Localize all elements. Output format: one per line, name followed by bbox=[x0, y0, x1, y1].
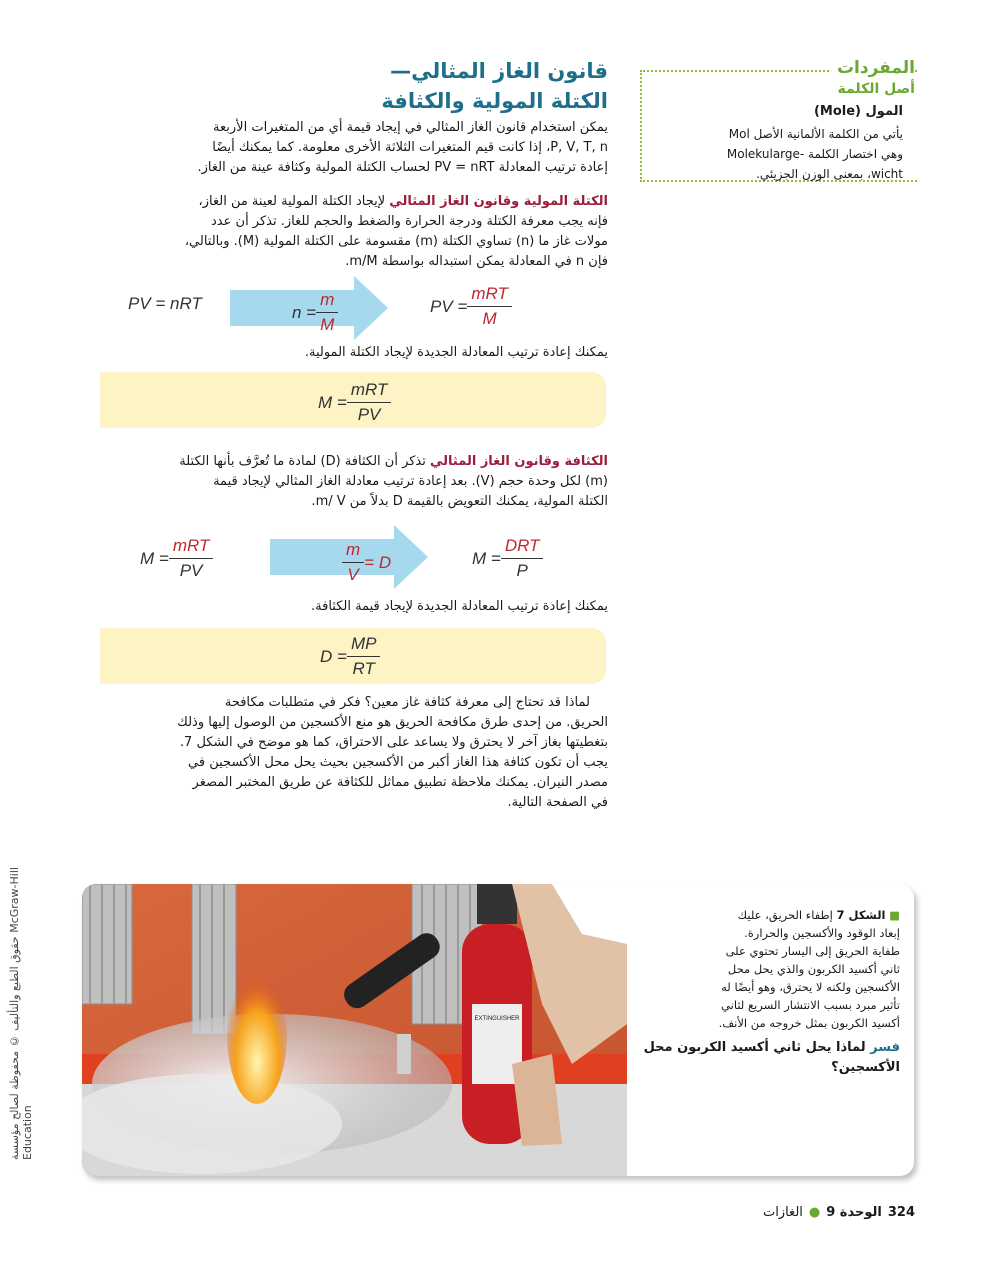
figure-frame bbox=[82, 884, 914, 1176]
figure-caption: ■ الشكل 7 إطفاء الحريق، عليك إبعاد الوقود والأكسجين والحرارة. طفاية الحريق إلى اليسار تحتوي على ثاني أكسيد الكربون والذي يحل محل الأكسجين ولكنه لا يحترق، وهو أيضًا له تأثير مبرد بسبب الانتشار السريع لثاني أكسيد الكربون بمثل خروجه من الأنف. فسر لماذا يحل ثاني أكسيد الكربون محل الأكسجين؟ bbox=[643, 908, 900, 1075]
vocab-definition: يأتي من الكلمة الألمانية الأصل Mol وهي اختصار الكلمة -Molekularge wicht، بمعنى الوزن الجزيئي. bbox=[726, 127, 903, 181]
equation-m-over-v-equals-d: $\frac{m}{V}$ = D bbox=[342, 540, 391, 585]
rearrange-molar-mass-text: يمكنك إعادة ترتيب المعادلة الجديدة لإيجاد الكتلة المولية. bbox=[304, 345, 608, 360]
chapter-label: الغازات bbox=[762, 1205, 803, 1220]
equation-M-mrt-over-pv: M = $\frac{\text{mRT}}{PV}$ bbox=[318, 380, 391, 425]
equation-M-mrt-over-pv-2: M = $\frac{\text{mRT}}{PV}$ bbox=[140, 536, 213, 581]
question-label: فسر bbox=[870, 1040, 900, 1055]
rearrange-density-text: يمكنك إعادة ترتيب المعادلة الجديدة لإيجاد قيمة الكثافة. bbox=[311, 599, 608, 614]
equation-M-drt-over-p: M = $\frac{\text{DRT}}{P}$ bbox=[472, 536, 543, 581]
question-text: لماذا يحل ثاني أكسيد الكربون محل الأكسجين؟ bbox=[643, 1040, 900, 1075]
word-origin-heading: أصل الكلمة bbox=[837, 81, 915, 97]
footer-separator-icon: ● bbox=[808, 1205, 821, 1220]
caption-bullet-icon: ■ bbox=[885, 908, 900, 922]
copyright-note: حقوق الطبع والتأليف © محفوظة لصالح مؤسسة McGraw-Hill Education bbox=[8, 867, 34, 1160]
closing-paragraph: لماذا قد تحتاج إلى معرفة كثافة غاز معين؟ فكر في متطلبات مكافحة الحريق. من إحدى طرق مكافحة الحريق هو منع الأكسجين من الوصول إليها وذلك بتغطيتها بغاز آخر لا يحترق ولا يساعد على الاحتراق، كما هو موضح في الشكل 7. يجب أن تكون كثافة هذا الغاز أكبر من الأكسجين بحيث يحل محل الأكسجين في مصدر النيران. يمكنك ملاحظة تطبيق مماثل للكثافة عن طريق المختبر المصغر في الصفحة التالية. bbox=[177, 695, 608, 810]
page-footer bbox=[763, 1205, 915, 1220]
fire-extinguisher-photo bbox=[82, 884, 627, 1176]
unit-label: الوحدة 9 bbox=[826, 1205, 882, 1220]
page-number: 324 bbox=[887, 1205, 915, 1220]
section-heading-density: الكثافة وقانون الغاز المثالي bbox=[430, 454, 608, 469]
equation-pv-mrt-over-M: PV = $\frac{\text{mRT}}{M}$ bbox=[430, 284, 512, 329]
vocab-term: المول (Mole) bbox=[813, 104, 903, 119]
vocabulary-heading: المفردات bbox=[831, 58, 915, 78]
equation-pv-nrt: PV = nRT bbox=[128, 294, 202, 313]
equation-n-m-over-M: n = $\frac{m}{M}$ bbox=[292, 290, 338, 335]
page-title: قانون الغاز المثالي— الكتلة المولية والكثافة bbox=[381, 59, 608, 113]
section-heading-molar-mass: الكتلة المولية وقانون الغاز المثالي bbox=[389, 194, 608, 209]
extinguisher-label: EXTINGUISHER bbox=[474, 1016, 520, 1022]
intro-paragraph: يمكن استخدام قانون الغاز المثالي في إيجاد قيمة أي من المتغيرات الأربعة P, V, T, n، إذا كانت قيم المتغيرات الثلاثة الأخرى معلومة. كما يمكنك أيضًا إعادة ترتيب المعادلة PV = nRT لحساب الكتلة المولية وكثافة عينة من الغاز. bbox=[197, 120, 608, 175]
density-paragraph: الكثافة وقانون الغاز المثالي تذكر أن الكثافة (D) لمادة ما تُعرَّف بأنها الكتلة (m) لكل وحدة حجم (V). بعد إعادة ترتيب معادلة الغاز المثالي لإيجاد قيمة الكتلة المولية، يمكنك التعويض بالقيمة D بدلاً من m/ V. bbox=[179, 454, 608, 509]
molar-mass-paragraph: الكتلة المولية وقانون الغاز المثالي لإيجاد الكتلة المولية لعينة من الغاز، فإنه يجب معرفة الكتلة ودرجة الحرارة والضغط والحجم للغاز. تذكر أن عدد مولات غاز ما (n) تساوي الكتلة (m) مقسومة على الكتلة المولية (M). وبالتالي، فإن n في المعادلة يمكن استبداله بواسطة m/M. bbox=[184, 194, 608, 269]
equation-D-mp-over-rt: D = $\frac{MP}{RT}$ bbox=[320, 634, 380, 679]
